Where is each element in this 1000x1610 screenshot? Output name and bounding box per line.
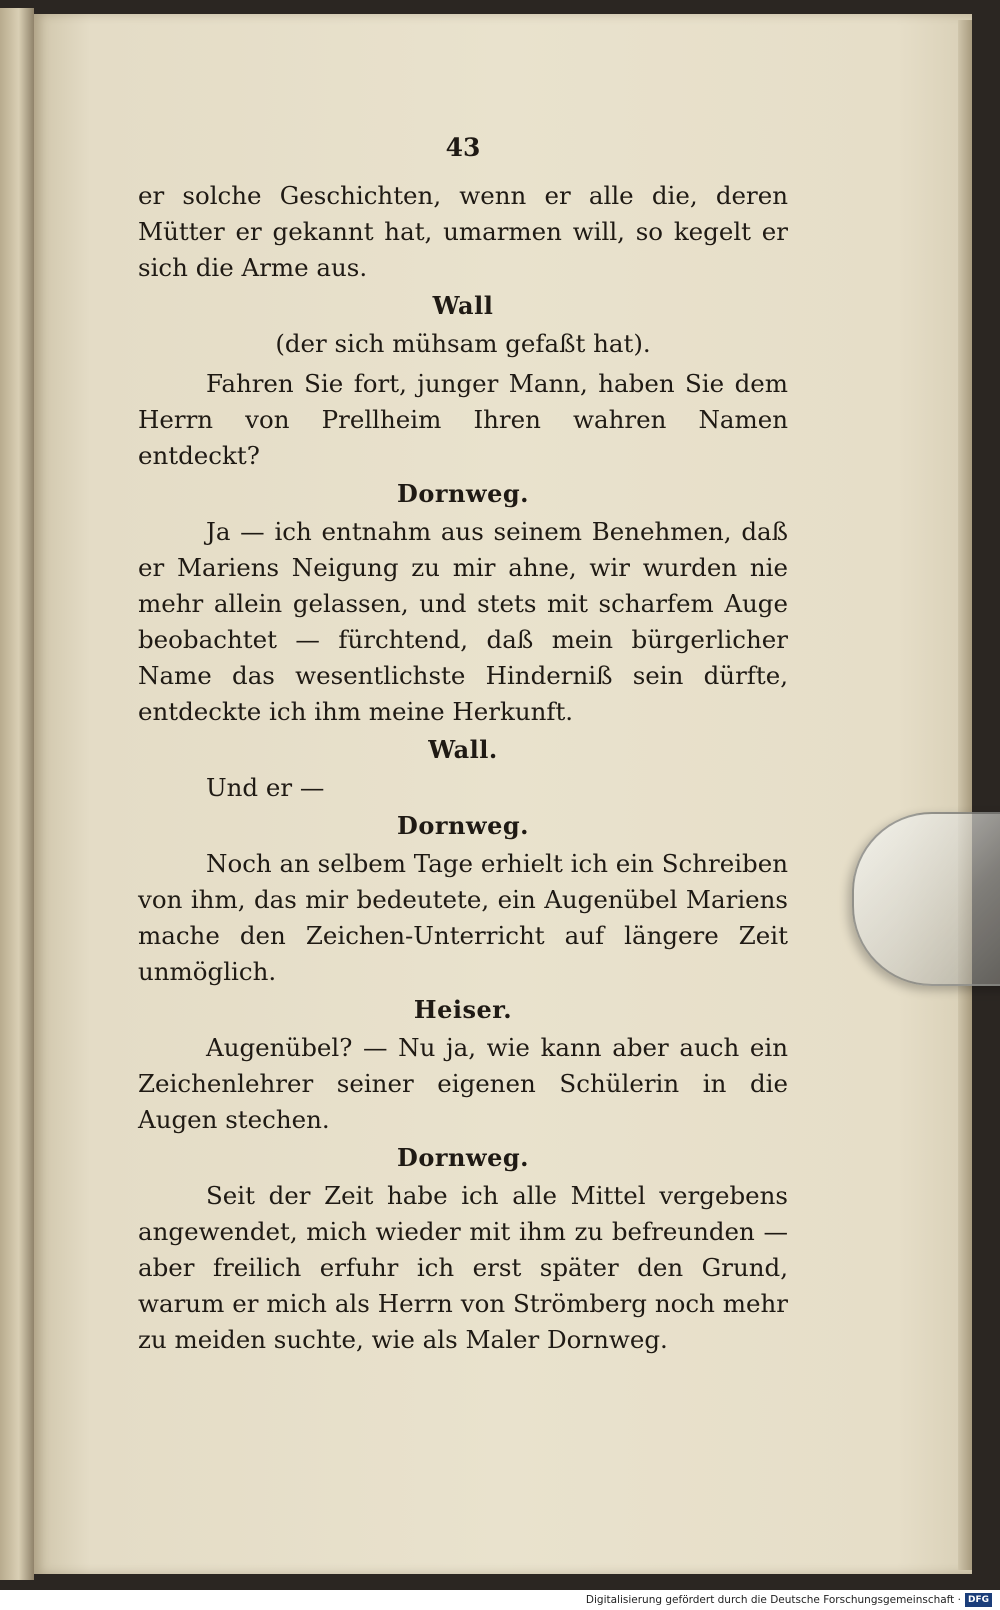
magnifier-glass (852, 812, 1000, 986)
paragraph: Seit der Zeit habe ich alle Mittel vergebens angewendet, mich wieder mit ihm zu befreunden — aber freilich erfuhr ich erst später den Grund, warum er mich als Herrn von Strömberg noch mehr zu meiden suchte, wie als Maler Dornweg. (138, 1181, 788, 1354)
speaker-name: Dornweg. (397, 1143, 529, 1172)
paragraph: er solche Geschichten, wenn er alle die, deren Mütter er gekannt hat, umarmen will, so kegelt er sich die Arme aus. (138, 181, 788, 282)
stage-direction: (der sich mühsam gefaßt hat). (275, 329, 651, 358)
speaker-name: Heiser. (413, 995, 513, 1024)
dfg-logo: DFG (965, 1593, 992, 1607)
paragraph: Ja — ich entnahm aus seinem Benehmen, daß er Mariens Neigung zu mir ahne, wir wurden nie mehr allein gelassen, und stets mit scharfem Auge beobachtet — fürchtend, daß mein bürgerlicher Name das wesentlichste Hinderniß sein dürfte, entdeckte ich ihm meine Herkunft. (138, 517, 788, 726)
speaker-name: Wall. (428, 735, 498, 764)
footer-credit: Digitalisierung gefördert durch die Deutsche Forschungsgemeinschaft · (585, 1594, 961, 1606)
facing-page-edge (0, 8, 34, 1580)
speaker-name: Wall (432, 291, 494, 320)
speaker-name: Dornweg. (397, 811, 529, 840)
speaker-name: Dornweg. (397, 479, 529, 508)
paragraph: Und er — (206, 773, 325, 802)
page-stack-edge (958, 20, 972, 1570)
footer-bar (0, 1590, 1000, 1610)
paragraph: Augenübel? — Nu ja, wie kann aber auch ein Zeichenlehrer seiner eigenen Schülerin in die Augen stechen. (138, 1033, 788, 1134)
paragraph: Noch an selbem Tage erhielt ich ein Schreiben von ihm, das mir bedeutete, ein Augenübel Mariens mache den Zeichen-Unterricht auf längere Zeit unmöglich. (138, 849, 788, 986)
paragraph: Fahren Sie fort, junger Mann, haben Sie dem Herrn von Prellheim Ihren wahren Namen entdeckt? (138, 369, 788, 470)
page-text (138, 130, 788, 1358)
page-number: 43 (445, 133, 481, 162)
text-blocks (138, 178, 788, 1358)
